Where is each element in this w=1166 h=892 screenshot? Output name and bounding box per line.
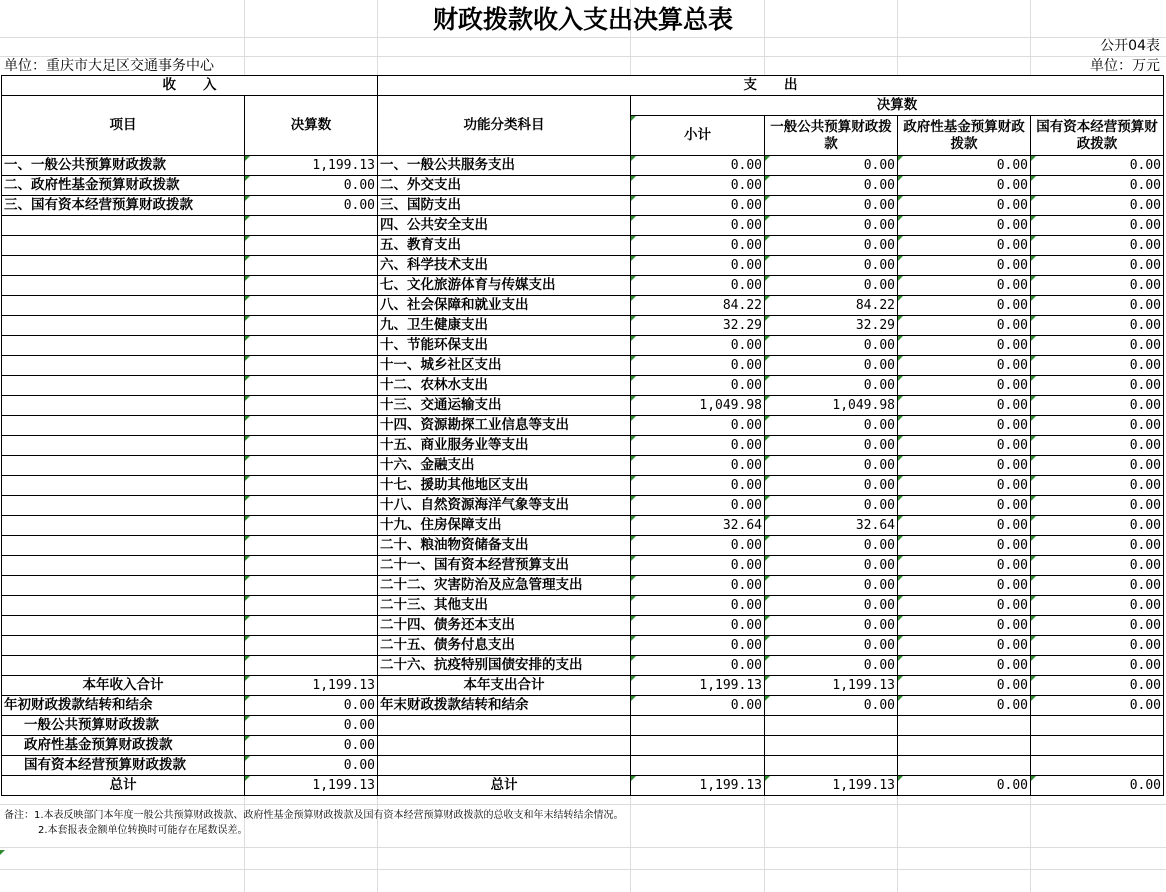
empty-cell[interactable] xyxy=(1031,756,1164,776)
income-label-cell[interactable]: 三、国有资本经营预算财政拨款 xyxy=(2,196,245,216)
carryover-row xyxy=(2,696,1164,716)
table-row xyxy=(2,516,1164,536)
gov-fund-cell[interactable]: 0.00 xyxy=(898,156,1031,176)
carryover-detail-row xyxy=(2,736,1164,756)
fiscal-summary-table xyxy=(1,75,1164,796)
table-row xyxy=(2,496,1164,516)
carryover-detail-row xyxy=(2,756,1164,776)
gov-fund-cell[interactable]: 0.00 xyxy=(898,236,1031,256)
expenditure-label-cell[interactable]: 九、卫生健康支出 xyxy=(378,316,631,336)
table-row xyxy=(2,476,1164,496)
gov-fund-cell[interactable]: 0.00 xyxy=(898,396,1031,416)
general-budget-cell[interactable]: 0.00 xyxy=(765,376,898,396)
income-label-cell[interactable]: 一、一般公共预算财政拨款 xyxy=(2,156,245,176)
table-row xyxy=(2,356,1164,376)
cell-marker-icon xyxy=(0,850,5,855)
state-capital-cell[interactable]: 0.00 xyxy=(1031,176,1164,196)
income-label-cell[interactable]: 总计 xyxy=(2,776,245,796)
state-capital-cell[interactable]: 0.00 xyxy=(1031,336,1164,356)
income-label-cell[interactable] xyxy=(2,376,245,396)
income-amount-cell[interactable]: 1,199.13 xyxy=(245,156,378,176)
income-amount-cell[interactable] xyxy=(245,576,378,596)
empty-cell[interactable] xyxy=(765,756,898,776)
income-amount-cell[interactable] xyxy=(245,436,378,456)
notes xyxy=(4,808,624,838)
state-capital-cell[interactable]: 0.00 xyxy=(1031,556,1164,576)
gov-fund-cell[interactable]: 0.00 xyxy=(898,476,1031,496)
subtotal-cell[interactable]: 0.00 xyxy=(631,636,765,656)
general-budget-cell[interactable]: 0.00 xyxy=(765,276,898,296)
income-amount-cell[interactable] xyxy=(245,316,378,336)
subtotal-cell[interactable]: 0.00 xyxy=(631,216,765,236)
income-label-cell[interactable] xyxy=(2,556,245,576)
gov-fund-cell[interactable]: 0.00 xyxy=(898,676,1031,696)
expenditure-label-cell[interactable]: 十一、城乡社区支出 xyxy=(378,356,631,376)
expenditure-label-cell[interactable]: 十五、商业服务业等支出 xyxy=(378,436,631,456)
income-label-cell[interactable]: 年初财政拨款结转和结余 xyxy=(2,696,245,716)
subtotal-cell[interactable]: 0.00 xyxy=(631,576,765,596)
gov-fund-cell[interactable]: 0.00 xyxy=(898,556,1031,576)
gov-fund-cell[interactable]: 0.00 xyxy=(898,536,1031,556)
subtotal-cell[interactable]: 0.00 xyxy=(631,376,765,396)
expenditure-label-cell[interactable]: 年末财政拨款结转和结余 xyxy=(378,696,631,716)
income-label-cell[interactable] xyxy=(2,356,245,376)
table-row xyxy=(2,616,1164,636)
gov-fund-cell[interactable]: 0.00 xyxy=(898,356,1031,376)
grid-row-line xyxy=(0,869,1166,870)
table-row xyxy=(2,296,1164,316)
grid-row-line xyxy=(0,847,1166,848)
income-label-cell[interactable] xyxy=(2,316,245,336)
general-budget-cell[interactable]: 0.00 xyxy=(765,176,898,196)
income-amount-cell[interactable] xyxy=(245,596,378,616)
expenditure-label-cell[interactable]: 本年支出合计 xyxy=(378,676,631,696)
subtotal-cell[interactable]: 0.00 xyxy=(631,356,765,376)
general-budget-cell[interactable]: 0.00 xyxy=(765,436,898,456)
empty-cell[interactable] xyxy=(1031,736,1164,756)
gov-fund-cell[interactable]: 0.00 xyxy=(898,496,1031,516)
subtotal-cell[interactable]: 1,049.98 xyxy=(631,396,765,416)
subtotal-cell[interactable]: 0.00 xyxy=(631,436,765,456)
general-budget-cell[interactable]: 0.00 xyxy=(765,236,898,256)
state-capital-cell[interactable]: 0.00 xyxy=(1031,376,1164,396)
income-label-cell[interactable] xyxy=(2,236,245,256)
general-budget-cell[interactable]: 32.29 xyxy=(765,316,898,336)
state-capital-cell[interactable]: 0.00 xyxy=(1031,356,1164,376)
income-amount-cell[interactable] xyxy=(245,456,378,476)
state-capital-cell[interactable]: 0.00 xyxy=(1031,456,1164,476)
table-row xyxy=(2,556,1164,576)
table-row xyxy=(2,456,1164,476)
expenditure-label-cell[interactable]: 十九、住房保障支出 xyxy=(378,516,631,536)
expenditure-label-cell[interactable]: 二十、粮油物资储备支出 xyxy=(378,536,631,556)
subtotal-cell[interactable]: 0.00 xyxy=(631,616,765,636)
state-capital-cell[interactable]: 0.00 xyxy=(1031,436,1164,456)
expenditure-label-cell[interactable]: 十四、资源勘探工业信息等支出 xyxy=(378,416,631,436)
empty-cell[interactable] xyxy=(631,716,765,736)
table-row xyxy=(2,536,1164,556)
general-budget-cell[interactable]: 0.00 xyxy=(765,576,898,596)
income-label-cell[interactable] xyxy=(2,336,245,356)
state-capital-cell[interactable]: 0.00 xyxy=(1031,316,1164,336)
state-capital-cell[interactable]: 0.00 xyxy=(1031,636,1164,656)
carryover-detail-row xyxy=(2,716,1164,736)
table-row xyxy=(2,276,1164,296)
state-capital-cell[interactable]: 0.00 xyxy=(1031,516,1164,536)
subtotal-cell[interactable]: 0.00 xyxy=(631,556,765,576)
state-capital-cell[interactable]: 0.00 xyxy=(1031,536,1164,556)
state-capital-cell[interactable]: 0.00 xyxy=(1031,196,1164,216)
table-row xyxy=(2,196,1164,216)
state-capital-cell[interactable]: 0.00 xyxy=(1031,296,1164,316)
gov-fund-cell[interactable]: 0.00 xyxy=(898,616,1031,636)
gov-fund-cell[interactable]: 0.00 xyxy=(898,176,1031,196)
table-row xyxy=(2,176,1164,196)
income-amount-cell[interactable] xyxy=(245,396,378,416)
state-capital-cell[interactable]: 0.00 xyxy=(1031,256,1164,276)
expenditure-label-cell[interactable]: 十七、援助其他地区支出 xyxy=(378,476,631,496)
income-amount-cell[interactable] xyxy=(245,216,378,236)
gov-fund-cell[interactable]: 0.00 xyxy=(898,436,1031,456)
general-budget-header[interactable]: 一般公共预算财政拨款 xyxy=(765,116,898,156)
income-label-cell[interactable] xyxy=(2,536,245,556)
subtotal-cell[interactable]: 0.00 xyxy=(631,496,765,516)
subtotal-cell[interactable]: 0.00 xyxy=(631,176,765,196)
general-budget-cell[interactable]: 0.00 xyxy=(765,456,898,476)
income-label-cell[interactable] xyxy=(2,476,245,496)
expenditure-label-cell[interactable]: 五、教育支出 xyxy=(378,236,631,256)
expenditure-label-cell[interactable]: 二十二、灾害防治及应急管理支出 xyxy=(378,576,631,596)
empty-cell[interactable] xyxy=(378,756,631,776)
subtotal-cell[interactable]: 0.00 xyxy=(631,696,765,716)
expenditure-label-cell[interactable]: 十三、交通运输支出 xyxy=(378,396,631,416)
empty-cell[interactable] xyxy=(898,716,1031,736)
gov-fund-cell[interactable]: 0.00 xyxy=(898,516,1031,536)
income-amount-cell[interactable]: 0.00 xyxy=(245,196,378,216)
expenditure-label-cell[interactable]: 八、社会保障和就业支出 xyxy=(378,296,631,316)
income-amount-cell[interactable] xyxy=(245,536,378,556)
general-budget-cell[interactable]: 0.00 xyxy=(765,156,898,176)
gov-fund-header[interactable]: 政府性基金预算财政拨款 xyxy=(898,116,1031,156)
empty-cell[interactable] xyxy=(631,756,765,776)
state-capital-cell[interactable]: 0.00 xyxy=(1031,396,1164,416)
general-budget-cell[interactable]: 0.00 xyxy=(765,256,898,276)
gov-fund-cell[interactable]: 0.00 xyxy=(898,256,1031,276)
subtotal-cell[interactable]: 0.00 xyxy=(631,236,765,256)
income-amount-cell[interactable] xyxy=(245,636,378,656)
reporting-unit: 单位：重庆市大足区交通事务中心 xyxy=(4,58,214,74)
general-budget-cell[interactable]: 0.00 xyxy=(765,216,898,236)
subtotal-cell[interactable]: 0.00 xyxy=(631,156,765,176)
state-capital-cell[interactable]: 0.00 xyxy=(1031,156,1164,176)
general-budget-cell[interactable]: 84.22 xyxy=(765,296,898,316)
income-label-cell[interactable] xyxy=(2,216,245,236)
currency-unit: 单位：万元 xyxy=(1090,58,1160,74)
total-row xyxy=(2,676,1164,696)
gov-fund-cell[interactable]: 0.00 xyxy=(898,656,1031,676)
income-label-cell[interactable] xyxy=(2,456,245,476)
gov-fund-cell[interactable]: 0.00 xyxy=(898,696,1031,716)
note-line: 2.本套报表金额单位转换时可能存在尾数误差。 xyxy=(38,825,248,836)
state-capital-cell[interactable]: 0.00 xyxy=(1031,236,1164,256)
note-line: 备注：1.本表反映部门本年度一般公共预算财政拨款、政府性基金预算财政拨款及国有资本经营预算财政拨款的总收支和年末结转结余情况。 xyxy=(4,810,624,821)
general-budget-cell[interactable]: 0.00 xyxy=(765,196,898,216)
expenditure-label-cell[interactable]: 二十三、其他支出 xyxy=(378,596,631,616)
expenditure-header[interactable]: 支 出 xyxy=(378,76,1164,96)
table-row xyxy=(2,156,1164,176)
general-budget-cell[interactable]: 32.64 xyxy=(765,516,898,536)
expenditure-label-cell[interactable]: 一、一般公共服务支出 xyxy=(378,156,631,176)
expenditure-label-cell[interactable]: 二十四、债务还本支出 xyxy=(378,616,631,636)
expenditure-label-cell[interactable]: 三、国防支出 xyxy=(378,196,631,216)
carryover-detail-amount-cell[interactable]: 0.00 xyxy=(245,756,378,776)
subtotal-header[interactable]: 小计 xyxy=(631,116,765,156)
final-amount-header[interactable]: 决算数 xyxy=(245,96,378,156)
income-amount-cell[interactable] xyxy=(245,276,378,296)
income-amount-cell[interactable] xyxy=(245,356,378,376)
income-label-cell[interactable] xyxy=(2,516,245,536)
subtotal-cell[interactable]: 0.00 xyxy=(631,336,765,356)
income-label-cell[interactable] xyxy=(2,656,245,676)
general-budget-cell[interactable]: 0.00 xyxy=(765,556,898,576)
general-budget-cell[interactable]: 0.00 xyxy=(765,636,898,656)
gov-fund-cell[interactable]: 0.00 xyxy=(898,456,1031,476)
table-row xyxy=(2,216,1164,236)
expenditure-label-cell[interactable]: 十八、自然资源海洋气象等支出 xyxy=(378,496,631,516)
gov-fund-cell[interactable]: 0.00 xyxy=(898,636,1031,656)
income-label-cell[interactable] xyxy=(2,496,245,516)
income-amount-cell[interactable]: 1,199.13 xyxy=(245,776,378,796)
empty-cell[interactable] xyxy=(898,756,1031,776)
carryover-detail-label-cell[interactable]: 一般公共预算财政拨款 xyxy=(2,716,245,736)
empty-cell[interactable] xyxy=(765,736,898,756)
subtotal-cell[interactable]: 32.29 xyxy=(631,316,765,336)
table-row xyxy=(2,636,1164,656)
income-label-cell[interactable] xyxy=(2,396,245,416)
state-capital-header[interactable]: 国有资本经营预算财政拨款 xyxy=(1031,116,1164,156)
subtotal-cell[interactable]: 32.64 xyxy=(631,516,765,536)
table-row xyxy=(2,336,1164,356)
expenditure-label-cell[interactable]: 二十五、债务付息支出 xyxy=(378,636,631,656)
general-budget-cell[interactable]: 1,199.13 xyxy=(765,776,898,796)
income-label-cell[interactable]: 二、政府性基金预算财政拨款 xyxy=(2,176,245,196)
gov-fund-cell[interactable]: 0.00 xyxy=(898,196,1031,216)
gov-fund-cell[interactable]: 0.00 xyxy=(898,316,1031,336)
grand-total-row xyxy=(2,776,1164,796)
income-label-cell[interactable] xyxy=(2,296,245,316)
state-capital-cell[interactable]: 0.00 xyxy=(1031,496,1164,516)
empty-cell[interactable] xyxy=(1031,716,1164,736)
state-capital-cell[interactable]: 0.00 xyxy=(1031,216,1164,236)
general-budget-cell[interactable]: 0.00 xyxy=(765,656,898,676)
income-label-cell[interactable] xyxy=(2,636,245,656)
carryover-detail-label-cell[interactable]: 国有资本经营预算财政拨款 xyxy=(2,756,245,776)
empty-cell[interactable] xyxy=(898,736,1031,756)
general-budget-cell[interactable]: 0.00 xyxy=(765,336,898,356)
subtotal-cell[interactable]: 0.00 xyxy=(631,416,765,436)
expenditure-label-cell[interactable]: 二十一、国有资本经营预算支出 xyxy=(378,556,631,576)
state-capital-cell[interactable]: 0.00 xyxy=(1031,576,1164,596)
income-header[interactable]: 收 入 xyxy=(2,76,378,96)
general-budget-cell[interactable]: 0.00 xyxy=(765,416,898,436)
income-amount-cell[interactable]: 0.00 xyxy=(245,696,378,716)
income-amount-cell[interactable] xyxy=(245,296,378,316)
expenditure-label-cell[interactable]: 四、公共安全支出 xyxy=(378,216,631,236)
table-row xyxy=(2,596,1164,616)
income-amount-cell[interactable] xyxy=(245,336,378,356)
income-amount-cell[interactable] xyxy=(245,496,378,516)
gov-fund-cell[interactable]: 0.00 xyxy=(898,376,1031,396)
income-amount-cell[interactable] xyxy=(245,656,378,676)
table-row xyxy=(2,236,1164,256)
expenditure-label-cell[interactable]: 六、科学技术支出 xyxy=(378,256,631,276)
table-row xyxy=(2,256,1164,276)
table-row xyxy=(2,396,1164,416)
general-budget-cell[interactable]: 0.00 xyxy=(765,696,898,716)
state-capital-cell[interactable]: 0.00 xyxy=(1031,616,1164,636)
general-budget-cell[interactable]: 0.00 xyxy=(765,616,898,636)
carryover-detail-label-cell[interactable]: 政府性基金预算财政拨款 xyxy=(2,736,245,756)
subtotal-cell[interactable]: 0.00 xyxy=(631,256,765,276)
table-row xyxy=(2,656,1164,676)
state-capital-cell[interactable]: 0.00 xyxy=(1031,776,1164,796)
gov-fund-cell[interactable]: 0.00 xyxy=(898,336,1031,356)
general-budget-cell[interactable]: 0.00 xyxy=(765,476,898,496)
income-amount-cell[interactable] xyxy=(245,256,378,276)
gov-fund-cell[interactable]: 0.00 xyxy=(898,776,1031,796)
income-amount-cell[interactable]: 0.00 xyxy=(245,176,378,196)
income-label-cell[interactable] xyxy=(2,436,245,456)
general-budget-cell[interactable]: 0.00 xyxy=(765,496,898,516)
subtotal-cell[interactable]: 0.00 xyxy=(631,476,765,496)
income-label-cell[interactable]: 本年收入合计 xyxy=(2,676,245,696)
income-label-cell[interactable] xyxy=(2,616,245,636)
subtotal-cell[interactable]: 0.00 xyxy=(631,656,765,676)
state-capital-cell[interactable]: 0.00 xyxy=(1031,276,1164,296)
general-budget-cell[interactable]: 0.00 xyxy=(765,536,898,556)
state-capital-cell[interactable]: 0.00 xyxy=(1031,696,1164,716)
income-label-cell[interactable] xyxy=(2,576,245,596)
carryover-detail-amount-cell[interactable]: 0.00 xyxy=(245,716,378,736)
state-capital-cell[interactable]: 0.00 xyxy=(1031,656,1164,676)
item-header[interactable]: 项目 xyxy=(2,96,245,156)
expenditure-label-cell[interactable]: 十、节能环保支出 xyxy=(378,336,631,356)
general-budget-cell[interactable]: 1,199.13 xyxy=(765,676,898,696)
gov-fund-cell[interactable]: 0.00 xyxy=(898,416,1031,436)
table-row xyxy=(2,576,1164,596)
subtotal-cell[interactable]: 0.00 xyxy=(631,276,765,296)
gov-fund-cell[interactable]: 0.00 xyxy=(898,276,1031,296)
empty-cell[interactable] xyxy=(631,736,765,756)
subtotal-cell[interactable]: 0.00 xyxy=(631,196,765,216)
income-label-cell[interactable] xyxy=(2,596,245,616)
empty-cell[interactable] xyxy=(378,736,631,756)
gov-fund-cell[interactable]: 0.00 xyxy=(898,296,1031,316)
expenditure-label-cell[interactable]: 二十六、抗疫特别国债安排的支出 xyxy=(378,656,631,676)
income-amount-cell[interactable] xyxy=(245,416,378,436)
subtotal-cell[interactable]: 0.00 xyxy=(631,536,765,556)
report-title: 财政拨款收入支出决算总表 xyxy=(432,5,733,34)
expenditure-label-cell[interactable]: 七、文化旅游体育与传媒支出 xyxy=(378,276,631,296)
income-amount-cell[interactable] xyxy=(245,476,378,496)
gov-fund-cell[interactable]: 0.00 xyxy=(898,216,1031,236)
income-amount-cell[interactable] xyxy=(245,516,378,536)
income-amount-cell[interactable] xyxy=(245,616,378,636)
subtotal-cell[interactable]: 0.00 xyxy=(631,456,765,476)
subtotal-cell[interactable]: 1,199.13 xyxy=(631,676,765,696)
expenditure-label-cell[interactable]: 十二、农林水支出 xyxy=(378,376,631,396)
general-budget-cell[interactable]: 0.00 xyxy=(765,596,898,616)
expenditure-label-cell[interactable]: 十六、金融支出 xyxy=(378,456,631,476)
income-amount-cell[interactable] xyxy=(245,236,378,256)
gov-fund-cell[interactable]: 0.00 xyxy=(898,576,1031,596)
table-row xyxy=(2,316,1164,336)
gov-fund-cell[interactable]: 0.00 xyxy=(898,596,1031,616)
general-budget-cell[interactable]: 0.00 xyxy=(765,356,898,376)
state-capital-cell[interactable]: 0.00 xyxy=(1031,676,1164,696)
expenditure-label-cell[interactable]: 总计 xyxy=(378,776,631,796)
subtotal-cell[interactable]: 0.00 xyxy=(631,596,765,616)
state-capital-cell[interactable]: 0.00 xyxy=(1031,416,1164,436)
function-category-header[interactable]: 功能分类科目 xyxy=(378,96,631,156)
general-budget-cell[interactable]: 1,049.98 xyxy=(765,396,898,416)
subtotal-cell[interactable]: 1,199.13 xyxy=(631,776,765,796)
empty-cell[interactable] xyxy=(765,716,898,736)
income-amount-cell[interactable] xyxy=(245,376,378,396)
empty-cell[interactable] xyxy=(378,716,631,736)
state-capital-cell[interactable]: 0.00 xyxy=(1031,476,1164,496)
subtotal-cell[interactable]: 84.22 xyxy=(631,296,765,316)
grid-row-line xyxy=(0,804,1166,805)
state-capital-cell[interactable]: 0.00 xyxy=(1031,596,1164,616)
final-amount-group-header[interactable]: 决算数 xyxy=(631,96,1164,116)
table-row xyxy=(2,376,1164,396)
income-label-cell[interactable] xyxy=(2,276,245,296)
form-code: 公开04表 xyxy=(1100,38,1160,54)
carryover-detail-amount-cell[interactable]: 0.00 xyxy=(245,736,378,756)
expenditure-label-cell[interactable]: 二、外交支出 xyxy=(378,176,631,196)
income-label-cell[interactable] xyxy=(2,416,245,436)
income-amount-cell[interactable] xyxy=(245,556,378,576)
table-row xyxy=(2,436,1164,456)
table-row xyxy=(2,416,1164,436)
income-amount-cell[interactable]: 1,199.13 xyxy=(245,676,378,696)
income-label-cell[interactable] xyxy=(2,256,245,276)
